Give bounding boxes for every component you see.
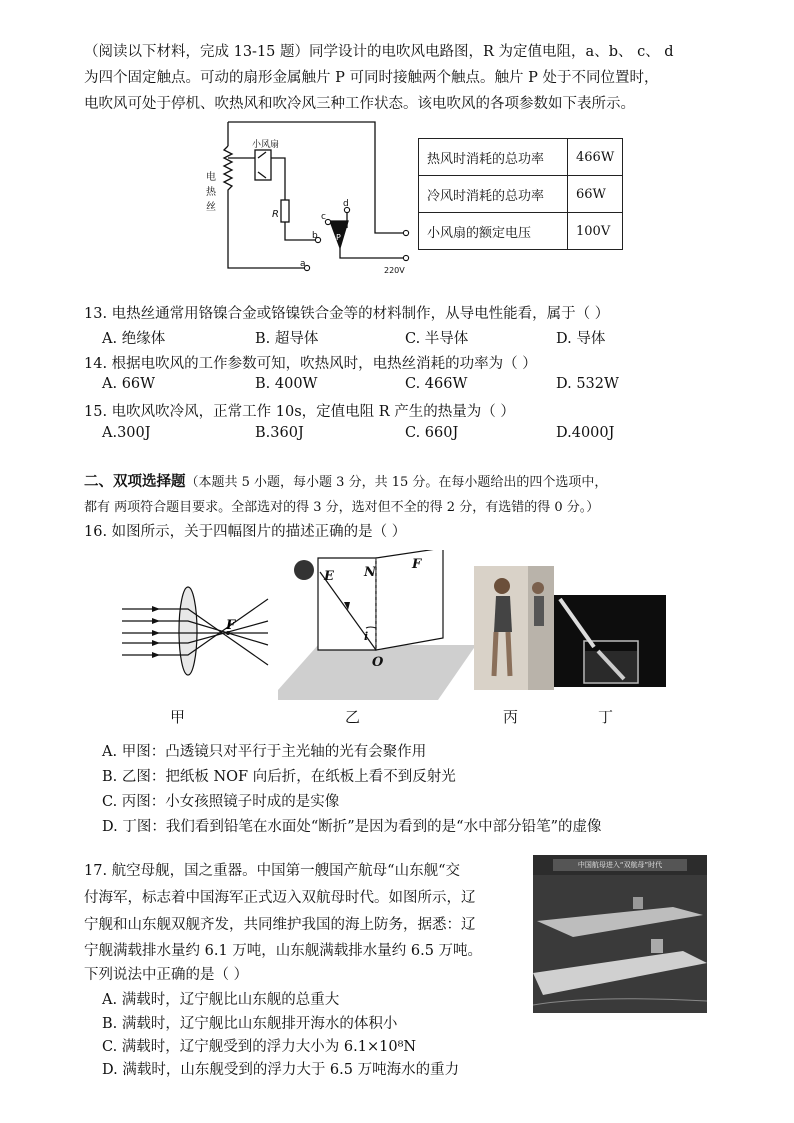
contact-c bbox=[325, 219, 330, 224]
intro-line-1: （阅读以下材料，完成 13-15 题）同学设计的电吹风电路图，R 为定值电阻，a、b、 c、 d bbox=[84, 44, 674, 60]
param-name: 冷风时消耗的总功率 bbox=[419, 176, 568, 213]
figure-ding-photo bbox=[554, 595, 666, 687]
figure-label-ding: 丁 bbox=[598, 708, 614, 726]
terminal-1 bbox=[403, 230, 408, 235]
figure-bing-photo bbox=[474, 566, 554, 690]
resistor-label: R bbox=[272, 209, 279, 220]
intro-line-2: 为四个固定触点。可动的扇形金属触片 P 可同时接触两个触点。触片 P 处于不同位置时， bbox=[84, 70, 659, 86]
q14-stem: 14. 根据电吹风的工作参数可知，吹热风时，电热丝消耗的功率为（ ） bbox=[84, 356, 537, 372]
girl-head bbox=[494, 578, 510, 594]
resistor-r bbox=[281, 200, 289, 222]
q17-option-c: C. 满载时，辽宁舰受到的浮力大小为 6.1×10⁸N bbox=[102, 1039, 417, 1055]
q15-option-a: A.300J bbox=[102, 425, 151, 441]
q15-option-c: C. 660J bbox=[405, 425, 459, 441]
photo-caption: 中国航母进入“双航母”时代 bbox=[553, 859, 687, 871]
contact-b-label: b bbox=[312, 231, 318, 241]
focus-label: F bbox=[226, 618, 236, 633]
contact-c-label: c bbox=[321, 212, 326, 222]
circuit-wire-top bbox=[228, 122, 403, 233]
slider-label: P bbox=[336, 233, 341, 242]
q13-option-c: C. 半导体 bbox=[405, 331, 469, 347]
figure-label-yi: 乙 bbox=[345, 708, 361, 726]
label-e: E bbox=[324, 569, 334, 584]
convex-lens bbox=[179, 587, 197, 675]
figure-label-jia: 甲 bbox=[170, 708, 186, 726]
param-value: 466W bbox=[568, 139, 623, 176]
carrier-photo bbox=[533, 855, 707, 1013]
section2-note-2: 都有 两项符合题目要求。全部选对的得 3 分，选对但不全的得 2 分，有选错的得 0 分。） bbox=[84, 500, 600, 515]
table-row bbox=[419, 213, 623, 250]
param-table bbox=[418, 138, 623, 250]
q15-option-d: D.4000J bbox=[556, 425, 615, 441]
board-nof bbox=[376, 550, 443, 650]
q17-line-1: 17. 航空母舰，国之重器。中国第一艘国产航母“山东舰“交 bbox=[84, 863, 460, 879]
q17-option-d: D. 满载时，山东舰受到的浮力大于 6.5 万吨海水的重力 bbox=[102, 1062, 460, 1078]
q17-line-5: 下列说法中正确的是（ ） bbox=[84, 967, 249, 983]
q16-option-d: D. 丁图：我们看到铅笔在水面处“断折”是因为看到的是“水中部分铅笔”的虚像 bbox=[102, 819, 602, 835]
contact-d-label: d bbox=[343, 199, 349, 209]
label-i: i bbox=[364, 630, 369, 643]
contact-a-label: a bbox=[300, 259, 306, 269]
table-row bbox=[419, 139, 623, 176]
figure-yi-mirror bbox=[278, 550, 478, 702]
laser-pointer bbox=[294, 560, 314, 580]
q16-option-b: B. 乙图：把纸板 NOF 向后折，在纸板上看不到反射光 bbox=[102, 769, 456, 785]
q13-option-a: A. 绝缘体 bbox=[102, 331, 166, 347]
param-value: 66W bbox=[568, 176, 623, 213]
figure-jia-lens bbox=[118, 585, 278, 677]
table-row bbox=[419, 176, 623, 213]
q13-stem: 13. 电热丝通常用铬镍合金或铬镍铁合金等的材料制作，从导电性能看，属于（ ） bbox=[84, 306, 610, 322]
intro-line-3: 电吹风可处于停机、吹热风和吹冷风三种工作状态。该电吹风的各项参数如下表所示。 bbox=[84, 96, 635, 112]
section2-header bbox=[84, 470, 607, 491]
q14-option-b: B. 400W bbox=[255, 376, 318, 392]
param-value: 100V bbox=[568, 213, 623, 250]
plane-mirror bbox=[278, 645, 476, 700]
section2-title: 二、双项选择题 bbox=[84, 473, 186, 490]
q13-option-d: D. 导体 bbox=[556, 331, 606, 347]
heater-coil bbox=[224, 146, 232, 196]
q17-option-b: B. 满载时，辽宁舰比山东舰排开海水的体积小 bbox=[102, 1016, 398, 1032]
q17-line-3: 宁舰和山东舰双舰齐发，共同维护我国的海上防务，据悉：辽 bbox=[84, 917, 476, 933]
q13-option-b: B. 超导体 bbox=[255, 331, 319, 347]
q16-stem: 16. 如图所示，关于四幅图片的描述正确的是（ ） bbox=[84, 524, 407, 540]
q14-option-c: C. 466W bbox=[405, 376, 468, 392]
q16-option-a: A. 甲图：凸透镜只对平行于主光轴的光有会聚作用 bbox=[102, 744, 427, 760]
q14-option-d: D. 532W bbox=[556, 376, 619, 392]
param-name: 小风扇的额定电压 bbox=[419, 213, 568, 250]
voltage-label: 220V bbox=[384, 266, 405, 275]
figure-label-bing: 丙 bbox=[503, 708, 519, 726]
label-n: N bbox=[364, 565, 376, 580]
q15-option-b: B.360J bbox=[255, 425, 304, 441]
fan-label: 小风扇 bbox=[252, 140, 280, 150]
q14-option-a: A. 66W bbox=[102, 376, 156, 392]
label-o: O bbox=[372, 655, 384, 670]
circuit-wire-bottom bbox=[228, 196, 305, 268]
terminal-2 bbox=[403, 255, 408, 260]
q16-option-c: C. 丙图：小女孩照镜子时成的是实像 bbox=[102, 794, 340, 810]
section2-note-1: （本题共 5 小题，每小题 3 分，共 15 分。在每小题给出的四个选项中， bbox=[185, 475, 608, 490]
girl-body bbox=[494, 596, 512, 632]
q17-line-4: 宁舰满载排水量约 6.1 万吨，山东舰满载排水量约 6.5 万吨。 bbox=[84, 943, 483, 959]
heater-label: 电热丝 bbox=[206, 172, 216, 213]
circuit-diagram bbox=[200, 118, 420, 278]
label-f: F bbox=[412, 557, 422, 572]
q17-option-a: A. 满载时，辽宁舰比山东舰的总重大 bbox=[102, 992, 340, 1008]
q15-stem: 15. 电吹风吹冷风，正常工作 10s，定值电阻 R 产生的热量为（ ） bbox=[84, 404, 515, 420]
param-name: 热风时消耗的总功率 bbox=[419, 139, 568, 176]
q17-line-2: 付海军，标志着中国海军正式迈入双航母时代。如图所示，辽 bbox=[84, 890, 476, 906]
